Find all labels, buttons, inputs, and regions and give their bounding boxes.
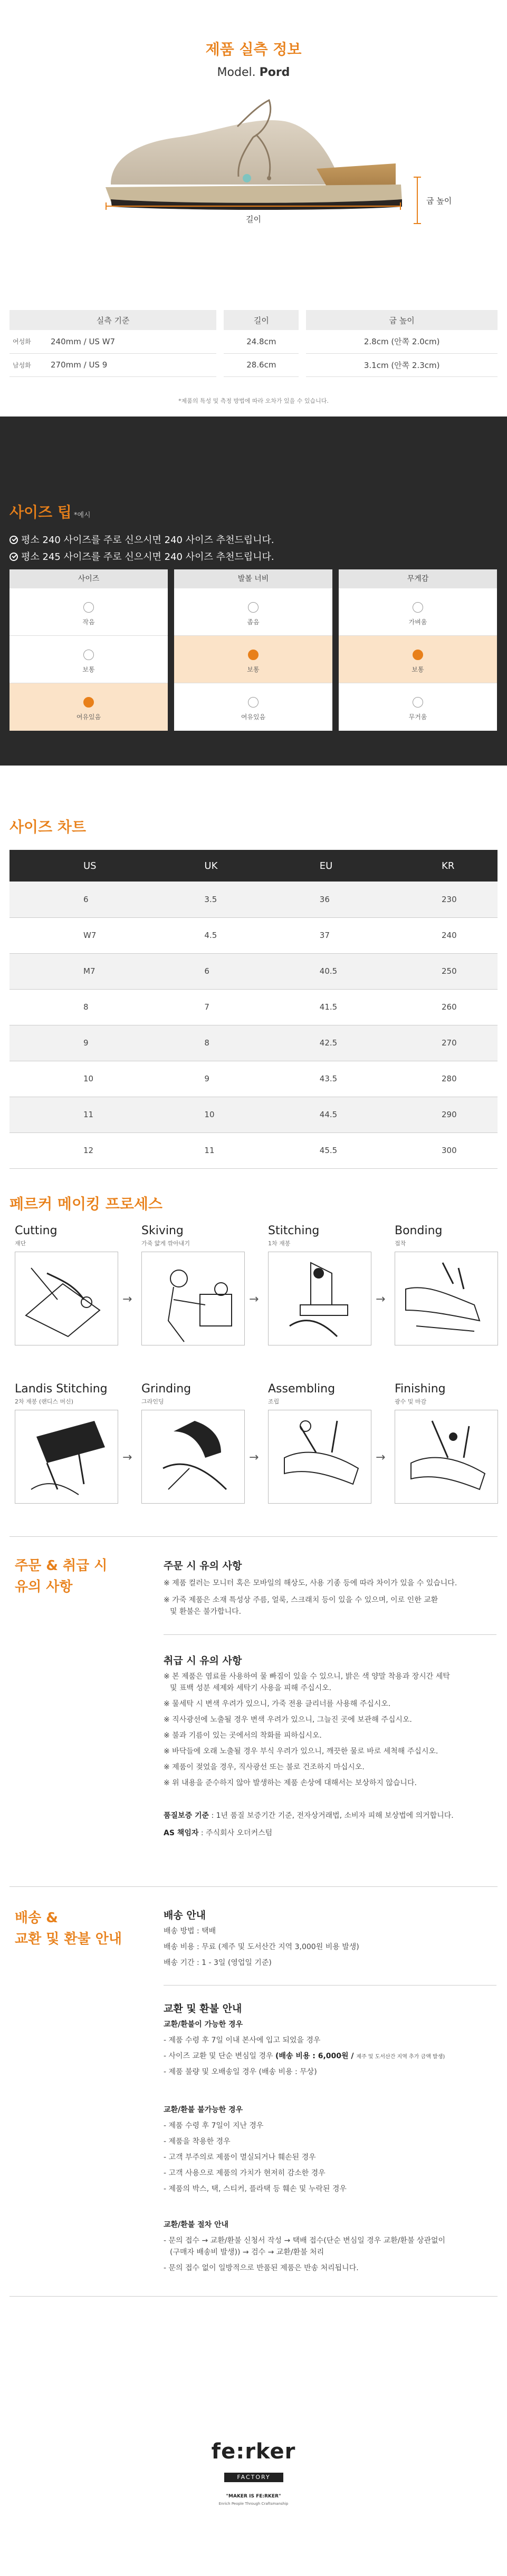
chart-header: US — [9, 850, 142, 882]
table-header: 실측 기준 — [9, 310, 216, 330]
fit-option: 보통 — [9, 636, 168, 683]
radio-icon — [413, 602, 423, 613]
model-line — [0, 66, 507, 79]
shipping-title: 배송 안내 — [164, 1910, 206, 1921]
chart-header: UK — [142, 850, 257, 882]
shipping-section-title: 배송 & 교환 및 환불 안내 — [15, 1910, 122, 1947]
spec-section — [0, 0, 507, 417]
spec-title: 제품 실측 정보 — [205, 41, 302, 58]
arrow-right-icon: → — [376, 1451, 386, 1464]
exchange-title: 교환 및 환불 안내 — [164, 2003, 242, 2015]
fit-box-width: 발볼 너비 좁음 보통 여유있음 — [174, 569, 332, 731]
process-step: Assembling 조립 — [268, 1382, 371, 1504]
as-line: AS 책임자 : 주식회사 오더커스텀 — [164, 1829, 273, 1837]
table-row: 10 9 43.5 280 — [9, 1061, 498, 1097]
brand-tagline: "MAKER IS FE:RKER" — [226, 2494, 281, 2499]
measurement-table — [9, 310, 498, 377]
fit-option: 무거움 — [339, 683, 497, 731]
table-row: 12 11 45.5 300 — [9, 1132, 498, 1168]
arrow-right-icon: → — [122, 1293, 132, 1306]
radio-icon — [413, 697, 423, 708]
radio-icon — [83, 650, 94, 660]
process-step: Landis Stitching 2차 재봉 (랜디스 머신) — [15, 1382, 118, 1504]
radio-selected-icon — [413, 650, 423, 660]
divider — [164, 1634, 496, 1635]
table-header: 굽 높이 — [306, 310, 498, 330]
tip-line: 평소 240 사이즈를 주로 신으시면 240 사이즈 추천드립니다. — [9, 532, 274, 546]
divider — [9, 1536, 498, 1537]
chart-header: EU — [257, 850, 379, 882]
radio-icon — [248, 602, 259, 613]
brand-factory-badge: FACTORY — [224, 2473, 283, 2482]
table-row: W7 4.5 37 240 — [9, 917, 498, 953]
making-process-section — [0, 1187, 507, 1536]
finishing-illustration — [395, 1410, 498, 1504]
table-row: 8 7 41.5 260 — [9, 989, 498, 1025]
radio-selected-icon — [83, 697, 94, 708]
process-step: Finishing 광수 및 마감 — [395, 1382, 498, 1504]
process-step: Stitching 1차 재봉 — [268, 1224, 371, 1345]
radio-icon — [248, 697, 259, 708]
check-circle-icon — [9, 553, 18, 561]
table-row: 남성화 270mm / US 9 28.6cm 3.1cm (안쪽 2.3cm) — [9, 353, 498, 376]
table-row: 6 3.5 36 230 — [9, 882, 498, 917]
table-row: 11 10 44.5 290 — [9, 1097, 498, 1132]
radio-selected-icon — [248, 650, 259, 660]
product-detail-page: 제품 실측 정보 Model. Pord 길이 굽 높이 실측 기준 길이 굽 높이 여성화 240mm / US W7 24.8cm 2.8cm (안쪽 2.0cm) 남성화 270mm / US 9 28.6cm 3.1cm (안쪽 2.3cm) *제품의 특성 및 측정 방법에 따라 오차가 있을 수 있습니다. 사이즈 팁 *예시 평소 240 사이즈를 주로 신으시면 240 사이즈 추천드립니다. 평소 245 사이즈를 주로 신으시면 240 사이즈 추천드립니다. 사이즈 작음 보통 여유있음 발볼 너비 좁음 보통 여유있음 무게감 가벼움 보통 무거움 사이즈 차트 US UK EU KR 6 3.5 36 230 W7 4.5 37 240 M7 6 40.5 250 8 7 41.5 260 9 8 42.5 270 10 9 43.5 280 11 10 44.5 290 12 11 45.5 300 페르커 메이킹 프로세스 Cutting 재단 → Skiving 가죽 얇게 깎아내기 → Stitching 1차 재봉 → Bonding 접착 Landis Stitching 2차 재봉 (랜디스 머신) → Grinding 그라인딩 → Assembling 조립 → Finishing 광수 및 마감 주문 & 취급 시 유의 사항 주문 시 유의 사항 ※ 제품 컬러는 모니터 혹은 모바일의 해상도, 사용 기종 등에 따라 차이가 있을 수 있습니다. ※ 가죽 제품은 소재 특성상 주름, 얼룩, 스크래치 등이 있을 수 있으며, 이로 인한 교환 및 환불은 불가합니다. 취급 시 유의 사항 ※ 본 제품은 염료를 사용하여 물 빠짐이 있을 수 있으니, 밝은 색 양말 착용과 장시간 세탁 및 표백 성분 세제와 세탁기 사용을 피해 주십시오. ※ 물세탁 시 변색 우려가 있으니, 가죽 전용 클리너를 사용해 주십시오. ※ 직사광선에 노출될 경우 변색 우려가 있으니, 그늘진 곳에 보관해 주십시오. ※ 불과 기름이 있는 곳에서의 착화를 피하십시오. ※ 바닥들에 오래 노출될 경우 부식 우려가 있으니, 깨끗한 물로 바로 세척해 주십시오. ※ 제품이 젖었을 경우, 직사광선 또는 불로 건조하지 마십시오. ※ 위 내용을 준수하지 않아 발생하는 제품 손상에 대해서는 보상하지 않습니다. 품질보증 기준 : 1년 품질 보증기간 기준, 전자상거래법, 소비자 피해 보상법에 의거합니다. AS 책임자 : 주식회사 오더커스텀 배송 & 교환 및 환불 안내 배송 안내 배송 방법 : 택배 배송 비용 : 무료 (제주 및 도서산간 지역 3,000원 비용 발생) 배송 기간 : 1 - 3일 (영업일 기준) 교환 및 환불 안내 교환/환불이 가능한 경우 - 제품 수령 후 7일 이내 본사에 입고 되었을 경우 - 사이즈 교환 및 단순 변심일 경우 (배송 비용 : 6,000원 / 제주 및 도서산간 지역 추가 금액 발생) - 제품 불량 및 오배송일 경우 (배송 비용 : 무상) 교환/환불 불가능한 경우 - 제품 수령 후 7일이 지난 경우 - 제품을 착용한 경우 - 고객 부주의로 제품이 멸실되거나 훼손된 경우 - 고객 사용으로 제품의 가치가 현저히 감소한 경우 - 제품의 박스, 택, 스티커, 플라택 등 훼손 및 누락된 경우 교환/환불 절차 안내 - 문의 접수 → 교환/환불 신청서 작성 → 택배 접수(단순 변심일 경우 교환/환불 상관없이 (구매자 배송비 발생)) → 검수 → 교환/환불 처리 - 문의 접수 없이 일방적으로 반품된 제품은 반송 처리됩니다. fe:rker FACTORY "MAKER IS FE:RKER" Enrich People Through Craftsmanship — [0, 0, 507, 2524]
divider — [9, 2296, 498, 2297]
cutting-illustration — [15, 1252, 118, 1345]
tip-line: 평소 245 사이즈를 주로 신으시면 240 사이즈 추천드립니다. — [9, 549, 274, 563]
length-dimension-line — [106, 206, 401, 207]
radio-icon — [83, 602, 94, 613]
skiving-illustration — [141, 1252, 245, 1345]
table-row: M7 6 40.5 250 — [9, 953, 498, 989]
fit-option: 작음 — [9, 588, 168, 636]
warranty-line: 품질보증 기준 : 1년 품질 보증기간 기준, 전자상거래법, 소비자 피해 보상법에 의거합니다. — [164, 1812, 454, 1820]
size-chart-table — [9, 850, 498, 1169]
fit-box-size: 사이즈 작음 보통 여유있음 — [9, 569, 168, 731]
stitching-illustration — [268, 1252, 371, 1345]
table-row: 여성화 240mm / US W7 24.8cm 2.8cm (안쪽 2.0cm) — [9, 330, 498, 353]
fit-option: 여유있음 — [174, 683, 332, 731]
check-circle-icon — [9, 536, 18, 544]
arrow-right-icon: → — [122, 1451, 132, 1464]
fit-option-selected: 보통 — [339, 636, 497, 683]
process-step: Cutting 재단 — [15, 1224, 118, 1345]
fit-option: 가벼움 — [339, 588, 497, 636]
model-prefix: Model. — [217, 66, 256, 79]
landis-stitching-illustration — [15, 1410, 118, 1504]
size-chart-section — [0, 766, 507, 1187]
table-row: 9 8 42.5 270 — [9, 1025, 498, 1061]
size-tip-section — [0, 417, 507, 766]
brand-logo: fe:rker — [211, 2439, 296, 2464]
arrow-right-icon: → — [249, 1293, 259, 1306]
spec-note: *제품의 특성 및 측정 방법에 따라 오차가 있을 수 있습니다. — [178, 398, 329, 404]
table-header: 길이 — [224, 310, 299, 330]
process-title: 페르커 메이킹 프로세스 — [9, 1195, 162, 1213]
arrow-right-icon: → — [249, 1451, 259, 1464]
model-name: Pord — [259, 66, 290, 79]
brand-subtagline: Enrich People Through Craftsmanship — [218, 2502, 289, 2506]
fit-option: 좁음 — [174, 588, 332, 636]
heel-dimension-line — [417, 177, 418, 224]
fit-option-selected: 보통 — [174, 636, 332, 683]
assembling-illustration — [268, 1410, 371, 1504]
divider — [164, 1985, 496, 1986]
process-step: Grinding 그라인딩 — [141, 1382, 245, 1504]
length-label: 길이 — [246, 215, 261, 224]
shoe-image — [79, 84, 427, 221]
process-step: Bonding 접착 — [395, 1224, 498, 1345]
size-chart-title: 사이즈 차트 — [9, 818, 86, 836]
grinding-illustration — [141, 1410, 245, 1504]
arrow-right-icon: → — [376, 1293, 386, 1306]
caution-section-title: 주문 & 취급 시 유의 사항 — [15, 1558, 108, 1595]
process-step: Skiving 가죽 얇게 깎아내기 — [141, 1224, 245, 1345]
bonding-illustration — [395, 1252, 498, 1345]
heel-label: 굽 높이 — [426, 196, 452, 206]
order-caution-title: 주문 시 유의 사항 — [164, 1560, 242, 1572]
care-caution-title: 취급 시 유의 사항 — [164, 1655, 242, 1667]
divider — [9, 1886, 498, 1887]
fit-box-weight: 무게감 가벼움 보통 무거움 — [339, 569, 497, 731]
fit-option-selected: 여유있음 — [9, 683, 168, 731]
size-tip-title: 사이즈 팁 *예시 — [9, 503, 91, 521]
chart-header: KR — [379, 850, 498, 882]
